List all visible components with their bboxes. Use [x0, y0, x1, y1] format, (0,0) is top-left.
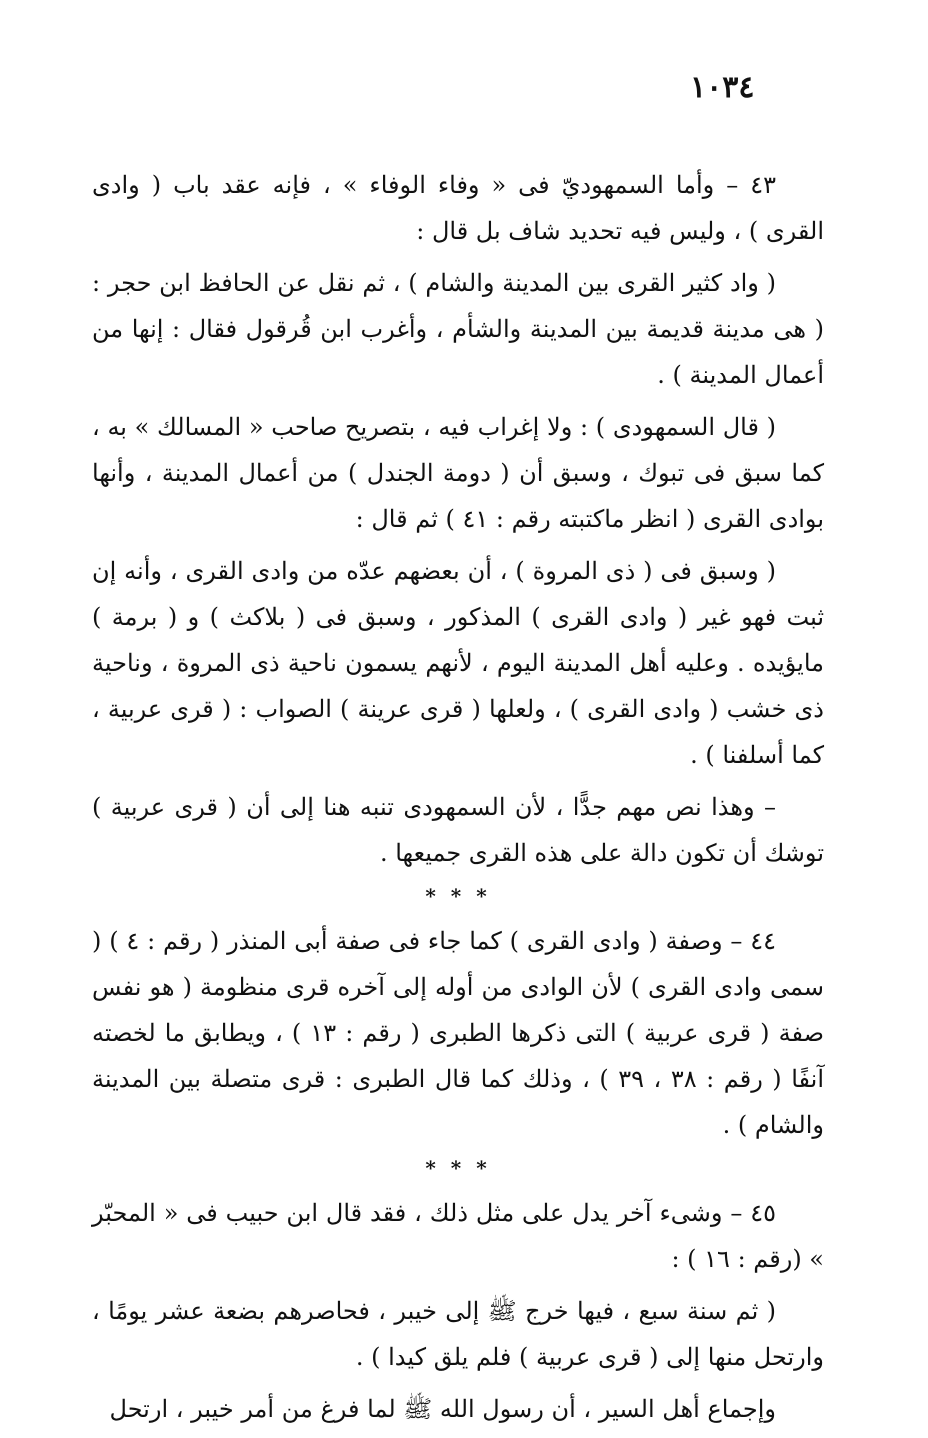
page-body	[92, 162, 824, 1438]
paragraph-important-note: – وهذا نص مهم جدًّا ، لأن السمهودى تنبه هنا إلى أن ( قرى عربية ) توشك أن تكون دالة على هذه القرى جميعها .	[92, 793, 824, 867]
paragraph-khaybar-quote: ( ثم سنة سبع ، فيها خرج ﷺ إلى خيبر ، فحاصرهم بضعة عشر يومًا ، وارتحل منها إلى ( قرى عربية ) فلم يلق كيدا ) .	[92, 1297, 824, 1371]
paragraph-dhi-marwa: ( وسبق فى ( ذى المروة ) ، أن بعضهم عدّه من وادى القرى ، وأنه إن ثبت فهو غير ( وادى القرى ) المذكور ، وسبق فى ( بلاكث ) و ( برمة ) مايؤيده . وعليه أهل المدينة اليوم ، لأنهم يسمون ناحية ذى المروة ، وناحية ذى خشب ( وادى القرى ) ، ولعلها ( قرى عرينة ) الصواب : ( قرى عربية ، كما أسلفنا ) .	[92, 557, 825, 769]
section-separator: * * *	[425, 1156, 491, 1180]
paragraph-quote-samhudi: ( واد كثير القرى بين المدينة والشام ) ، ثم نقل عن الحافظ ابن حجر : ( هى مدينة قديمة بين المدينة والشأم ، وأغرب ابن قُرقول فقال : إنها من أعمال المدينة ) .	[92, 269, 824, 389]
page-number: ١٠٣٤	[690, 70, 755, 105]
paragraph-43: ٤٣ – وأما السمهوديّ فى « وفاء الوفاء » ، فإنه عقد باب ( وادى القرى ) ، وليس فيه تحديد شاف بل قال :	[92, 171, 824, 245]
paragraph-ijma-ahl-alsiyar: وإجماع أهل السير ، أن رسول الله ﷺ لما فرغ من أمر خيبر ، ارتحل	[109, 1395, 776, 1423]
section-separator: * * *	[425, 884, 491, 908]
paragraph-45: ٤٥ – وشىء آخر يدل على مثل ذلك ، فقد قال ابن حبيب فى « المحبّر » (رقم : ١٦ ) :	[92, 1199, 824, 1273]
paragraph-samhudi-comment: ( قال السمهودى ) : ولا إغراب فيه ، بتصريح صاحب « المسالك » به ، كما سبق فى تبوك ، وسبق أن ( دومة الجندل ) من أعمال المدينة ، وأنها بوادى القرى ( انظر ماكتبته رقم : ٤١ ) ثم قال :	[92, 413, 824, 533]
paragraph-44: ٤٤ – وصفة ( وادى القرى ) كما جاء فى صفة أبى المنذر ( رقم : ٤ ) ( سمى وادى القرى ) لأن الوادى من أوله إلى آخره قرى منظومة ( هو نفس صفة ( قرى عربية ) التى ذكرها الطبرى ( رقم : ١٣ ) ، ويطابق ما لخصته آنفًا ( رقم : ٣٨ ، ٣٩ ) ، وذلك كما قال الطبرى : قرى متصلة بين المدينة والشام ) .	[92, 927, 824, 1139]
